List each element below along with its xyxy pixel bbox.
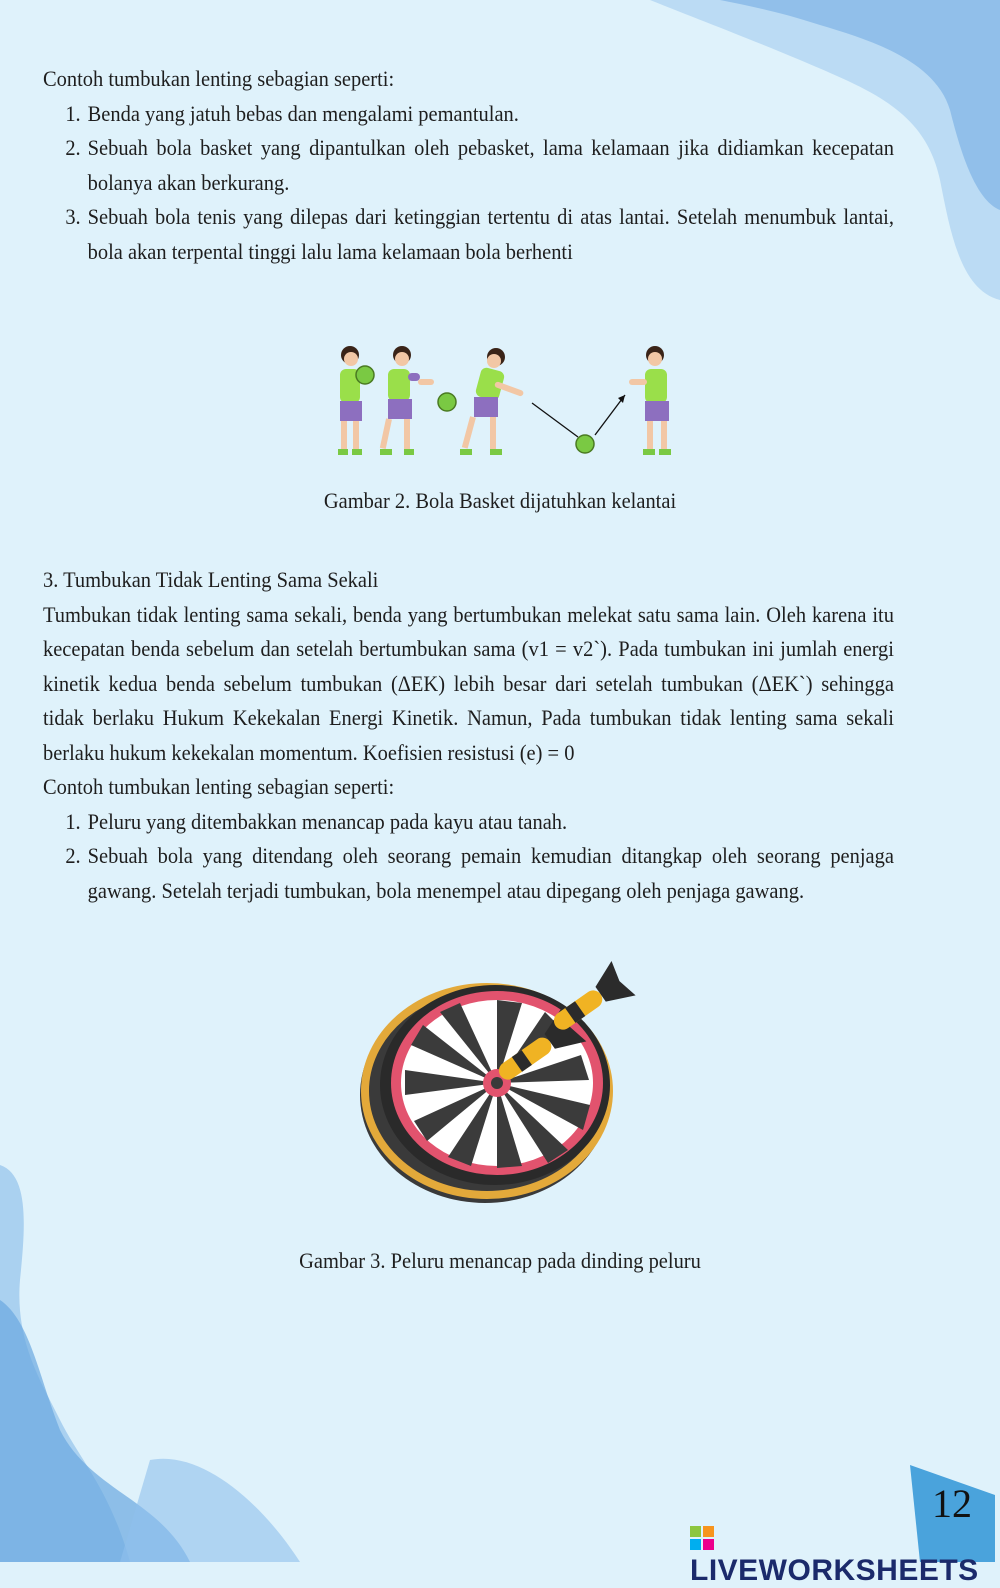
liveworksheets-brand: LIVEWORKSHEETS xyxy=(690,1520,1000,1588)
list-item: 2. Sebuah bola yang ditendang oleh seorang pemain kemudian ditangkap oleh seorang penjaga gawang. Setelah terjadi tumbukan, bola menempel atau dipegang oleh penjaga gawang. xyxy=(65,843,894,903)
figure-3-caption: Gambar 3. Peluru menancap pada dinding peluru xyxy=(299,1248,701,1273)
liveworksheets-logo-icon xyxy=(690,1526,714,1550)
list-item: 3. Sebuah bola tenis yang dilepas dari ketinggian tertentu di atas lantai. Setelah menumbuk lantai, bola akan terpental tinggi lalu lama kelamaan bola berhenti xyxy=(65,204,894,264)
list-item: 2. Sebuah bola basket yang dipantulkan oleh pebasket, lama kelamaan jika didiamkan kecepatan bolanya akan berkurang. xyxy=(65,135,894,195)
figure-2-caption: Gambar 2. Bola Basket dijatuhkan kelantai xyxy=(323,488,677,513)
inelastic-section xyxy=(43,563,894,908)
page-number: 12 xyxy=(932,1481,972,1526)
dartboard-illustration xyxy=(355,945,645,1210)
section-paragraph: Tumbukan tidak lenting sama sekali, benda yang bertumbukan melekat satu sama lain. Oleh karena itu kecepatan benda sebelum dan setelah bertumbukan sama (v1 = v2`). Pada tumbukan ini jumlah energi kinetik kedua benda sebelum tumbukan (ΔEK) lebih besar dari setelah tumbukan (ΔEK`) sehingga tidak berlaku Hukum Kekekalan Energi Kinetik. Namun, Pada tumbukan tidak lenting sama sekali berlaku hukum kekekalan momentum. Koefisien resistusi (e) = 0 xyxy=(43,601,894,765)
basketball-girl-illustration xyxy=(320,335,690,465)
list-item: 1. Peluru yang ditembakkan menancap pada kayu atau tanah. xyxy=(65,808,568,834)
examples-list xyxy=(43,97,894,270)
examples-list xyxy=(43,805,894,909)
examples-intro: Contoh tumbukan lenting sebagian seperti: xyxy=(43,66,395,91)
list-item: 1. Benda yang jatuh bebas dan mengalami pemantulan. xyxy=(65,100,519,126)
section-heading: 3. Tumbukan Tidak Lenting Sama Sekali xyxy=(43,567,379,592)
partial-elastic-examples xyxy=(43,62,894,269)
examples-intro: Contoh tumbukan lenting sebagian seperti: xyxy=(43,774,395,799)
